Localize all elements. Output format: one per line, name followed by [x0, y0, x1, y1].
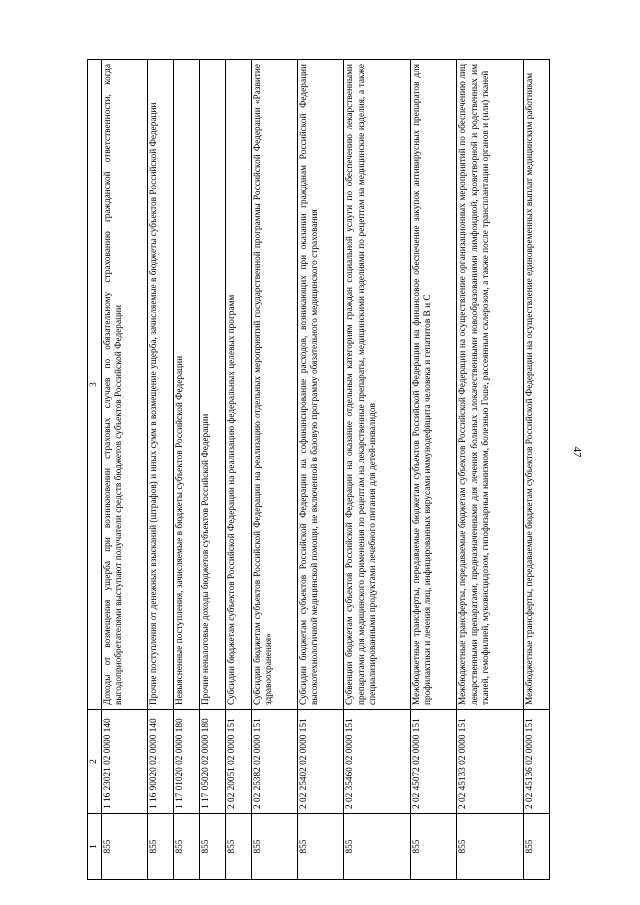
table-row — [344, 60, 411, 880]
admin-code-cell: 855 — [457, 814, 524, 880]
admin-code-cell: 855 — [411, 814, 457, 880]
header-col-2: 2 — [88, 710, 102, 814]
header-col-1: 1 — [88, 814, 102, 880]
table-header-row — [88, 60, 102, 880]
description-cell: Субсидии бюджетам субъектов Российской Федерации на реализацию федеральных целевых программ — [226, 60, 252, 710]
table-row — [524, 60, 550, 880]
revenue-code-cell: 2 02 35460 02 0000 151 — [344, 710, 411, 814]
description-cell: Субсидии бюджетам субъектов Российской Федерации на софинансирование расходов, возникающих при оказании гражданам Российской Федерации высокотехнологичной медицинской помощи, не включенной в базовую программу обязательного медицинского страхования — [298, 60, 344, 710]
table-row — [298, 60, 344, 880]
revenue-code-cell: 1 17 01020 02 0000 180 — [174, 710, 200, 814]
description-cell: Субвенции бюджетам субъектов Российской Федерации на оказание отдельным категориям граждан социальной услуги по обеспечению лекарственными препаратами для медицинского применения по рецептам на лекарственные препараты, медицинскими изделиями по рецептам на медицинские изделия, а также специализированными продуктами лечебного питания для детей-инвалидов — [344, 60, 411, 710]
revenue-code-cell: 2 02 45072 02 0000 151 — [411, 710, 457, 814]
revenue-code-cell: 2 02 20051 02 0000 151 — [226, 710, 252, 814]
admin-code-cell: 855 — [102, 814, 148, 880]
page-number: 47 — [571, 446, 583, 458]
table-row — [148, 60, 174, 880]
table-row — [226, 60, 252, 880]
rotated-page-content — [87, 60, 550, 880]
description-cell: Невыясненные поступления, зачисляемые в бюджеты субъектов Российской Федерации — [174, 60, 200, 710]
revenue-code-cell: 2 02 45136 02 0000 151 — [524, 710, 550, 814]
header-col-3: 3 — [88, 60, 102, 710]
admin-code-cell: 855 — [251, 814, 297, 880]
admin-code-cell: 855 — [226, 814, 252, 880]
revenue-code-cell: 2 02 45133 02 0000 151 — [457, 710, 524, 814]
admin-code-cell: 855 — [524, 814, 550, 880]
revenue-code-cell: 1 16 23021 02 0000 140 — [102, 710, 148, 814]
table-row — [251, 60, 297, 880]
revenue-code-cell: 2 02 25382 02 0000 151 — [251, 710, 297, 814]
table-row — [411, 60, 457, 880]
admin-code-cell: 855 — [148, 814, 174, 880]
description-cell: Субсидии бюджетам субъектов Российской Федерации на реализацию отдельных мероприятий государственной программы Российской Федерации «Развитие здравоохранения» — [251, 60, 297, 710]
admin-code-cell: 855 — [174, 814, 200, 880]
table-row — [174, 60, 200, 880]
revenue-code-cell: 1 16 90020 02 0000 140 — [148, 710, 174, 814]
description-cell: Межбюджетные трансферты, передаваемые бюджетам субъектов Российской Федерации на осуществление организационных мероприятий по обеспечению лиц лекарственными препаратами, предназначенными для лечения больных злокачественными новообразованиями лимфоидной, кроветворной и родственных им тканей, гемофилией, муковисцидозом, гипофизарным нанизмом, болезнью Гоше, рассеянным склерозом, а также после трансплантации органов и (или) тканей — [457, 60, 524, 710]
admin-code-cell: 855 — [298, 814, 344, 880]
description-cell: Прочие неналоговые доходы бюджетов субъектов Российской Федерации — [200, 60, 226, 710]
revenue-code-cell: 1 17 05020 02 0000 180 — [200, 710, 226, 814]
description-cell: Межбюджетные трансферты, передаваемые бюджетам субъектов Российской Федерации на осуществление единовременных выплат медицинским работникам — [524, 60, 550, 710]
description-cell: Межбюджетные трансферты, передаваемые бюджетам субъектов Российской Федерации на финансовое обеспечение закупок антивирусных препаратов для профилактики и лечения лиц, инфицированных вирусами иммунодефицита человека и гепатитов В и С — [411, 60, 457, 710]
description-cell: Прочие поступления от денежных взысканий (штрафов) и иных сумм в возмещение ущерба, зачисляемые в бюджеты субъектов Российской Федерации — [148, 60, 174, 710]
admin-code-cell: 855 — [344, 814, 411, 880]
table-row — [457, 60, 524, 880]
revenue-codes-table — [87, 59, 550, 880]
admin-code-cell: 855 — [200, 814, 226, 880]
table-row — [200, 60, 226, 880]
table-row — [102, 60, 148, 880]
revenue-code-cell: 2 02 25402 02 0000 151 — [298, 710, 344, 814]
description-cell: Доходы от возмещения ущерба при возникновении страховых случаев по обязательному страхованию гражданской ответственности, когда выгодоприобретателями выступают получатели средств бюджетов субъектов Российской Федерации — [102, 60, 148, 710]
